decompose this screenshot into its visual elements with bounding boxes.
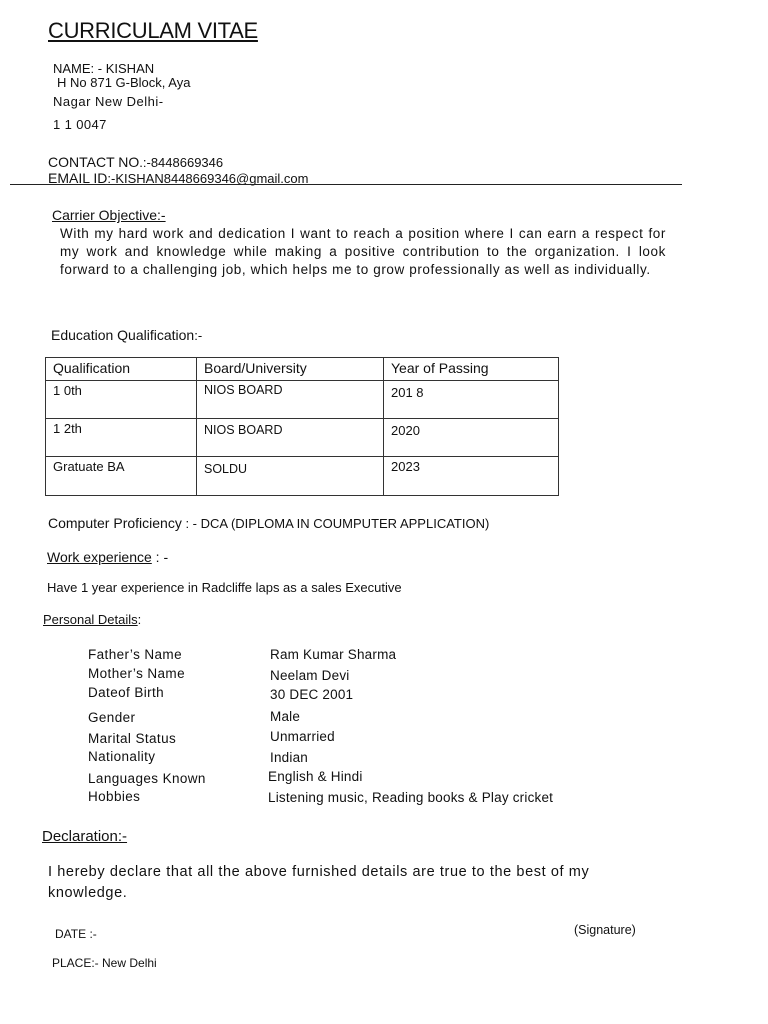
- table-cell: 1 0th: [46, 381, 197, 419]
- column-header: Board/University: [197, 358, 384, 381]
- table-cell: 1 2th: [46, 419, 197, 457]
- objective-text: With my hard work and dedication I want to reach a position where I can earn a respect for my work and knowledge while making a positive contribution to the organization. I look forward to a challenging job, which helps me to grow professionally as well as individually.: [60, 226, 666, 277]
- objective-heading: Carrier Objective:-: [52, 207, 166, 223]
- personal-value: Neelam Devi: [270, 668, 350, 683]
- table-cell: NIOS BOARD: [197, 419, 384, 457]
- email-line: [48, 170, 308, 188]
- personal-label: Gender: [88, 710, 136, 725]
- computer-proficiency-label: Computer Proficiency: [48, 515, 182, 531]
- personal-label: Father’s Name: [88, 647, 182, 662]
- name-line: NAME: - KISHAN: [53, 61, 155, 76]
- table-header-row: [46, 358, 559, 381]
- table-cell: Gratuate BA: [46, 457, 197, 496]
- personal-heading: [43, 612, 141, 627]
- email-label: EMAIL ID: [48, 170, 108, 186]
- declaration-heading: Declaration:-: [42, 828, 128, 845]
- table-cell: 2023: [384, 457, 559, 496]
- address-line-2: Nagar New Delhi-: [53, 94, 164, 109]
- personal-value: 30 DEC 2001: [270, 687, 354, 702]
- table-cell: 2020: [384, 419, 559, 457]
- work-heading-text: Work experience: [47, 549, 152, 565]
- personal-value: English & Hindi: [268, 769, 363, 784]
- column-header: Year of Passing: [384, 358, 559, 381]
- personal-label: Mother’s Name: [88, 666, 185, 681]
- computer-proficiency-value: : - DCA (DIPLOMA IN COUMPUTER APPLICATION): [181, 516, 490, 531]
- education-heading: [51, 327, 202, 343]
- horizontal-divider: [10, 184, 682, 185]
- personal-value: Unmarried: [270, 729, 335, 744]
- declaration-text: I hereby declare that all the above furnished details are true to the best of my knowledge.: [48, 864, 590, 901]
- column-header: Qualification: [46, 358, 197, 381]
- table-row: [46, 381, 559, 419]
- table-cell: 201 8: [384, 381, 559, 419]
- address-line-3: 1 1 0047: [53, 117, 107, 132]
- table-cell: SOLDU: [197, 457, 384, 496]
- signature-label: (Signature): [574, 923, 636, 937]
- contact-value: .:-8448669346: [139, 155, 224, 170]
- personal-label: Languages Known: [88, 771, 206, 786]
- table-row: [46, 457, 559, 496]
- computer-proficiency-line: [48, 515, 489, 533]
- personal-value: Listening music, Reading books & Play cricket: [268, 790, 554, 805]
- place-line: PLACE:- New Delhi: [52, 956, 157, 970]
- personal-label: Dateof Birth: [88, 685, 165, 700]
- personal-heading-suffix: :: [137, 612, 142, 627]
- personal-value: Ram Kumar Sharma: [270, 647, 397, 662]
- personal-label: Hobbies: [88, 789, 141, 804]
- email-value: :-KISHAN8448669346@gmail.com: [107, 171, 309, 186]
- table-cell: NIOS BOARD: [197, 381, 384, 419]
- address-line-1: H No 871 G-Block, Aya: [57, 75, 191, 90]
- education-heading-text: Education Qualification: [51, 327, 195, 343]
- personal-value: Male: [270, 709, 301, 724]
- date-label: DATE :-: [55, 927, 97, 941]
- contact-label: CONTACT NO: [48, 154, 140, 170]
- work-heading-suffix: : -: [151, 549, 169, 565]
- work-text: Have 1 year experience in Radcliffe laps as a sales Executive: [47, 580, 402, 595]
- document-title: CURRICULAM VITAE: [48, 18, 258, 43]
- personal-heading-text: Personal Details: [43, 612, 138, 627]
- work-heading: [47, 549, 168, 565]
- personal-value: Indian: [270, 750, 308, 765]
- education-heading-suffix: :-: [194, 328, 203, 343]
- table-row: [46, 419, 559, 457]
- personal-label: Marital Status: [88, 731, 177, 746]
- personal-label: Nationality: [88, 749, 156, 764]
- education-table: [45, 357, 559, 496]
